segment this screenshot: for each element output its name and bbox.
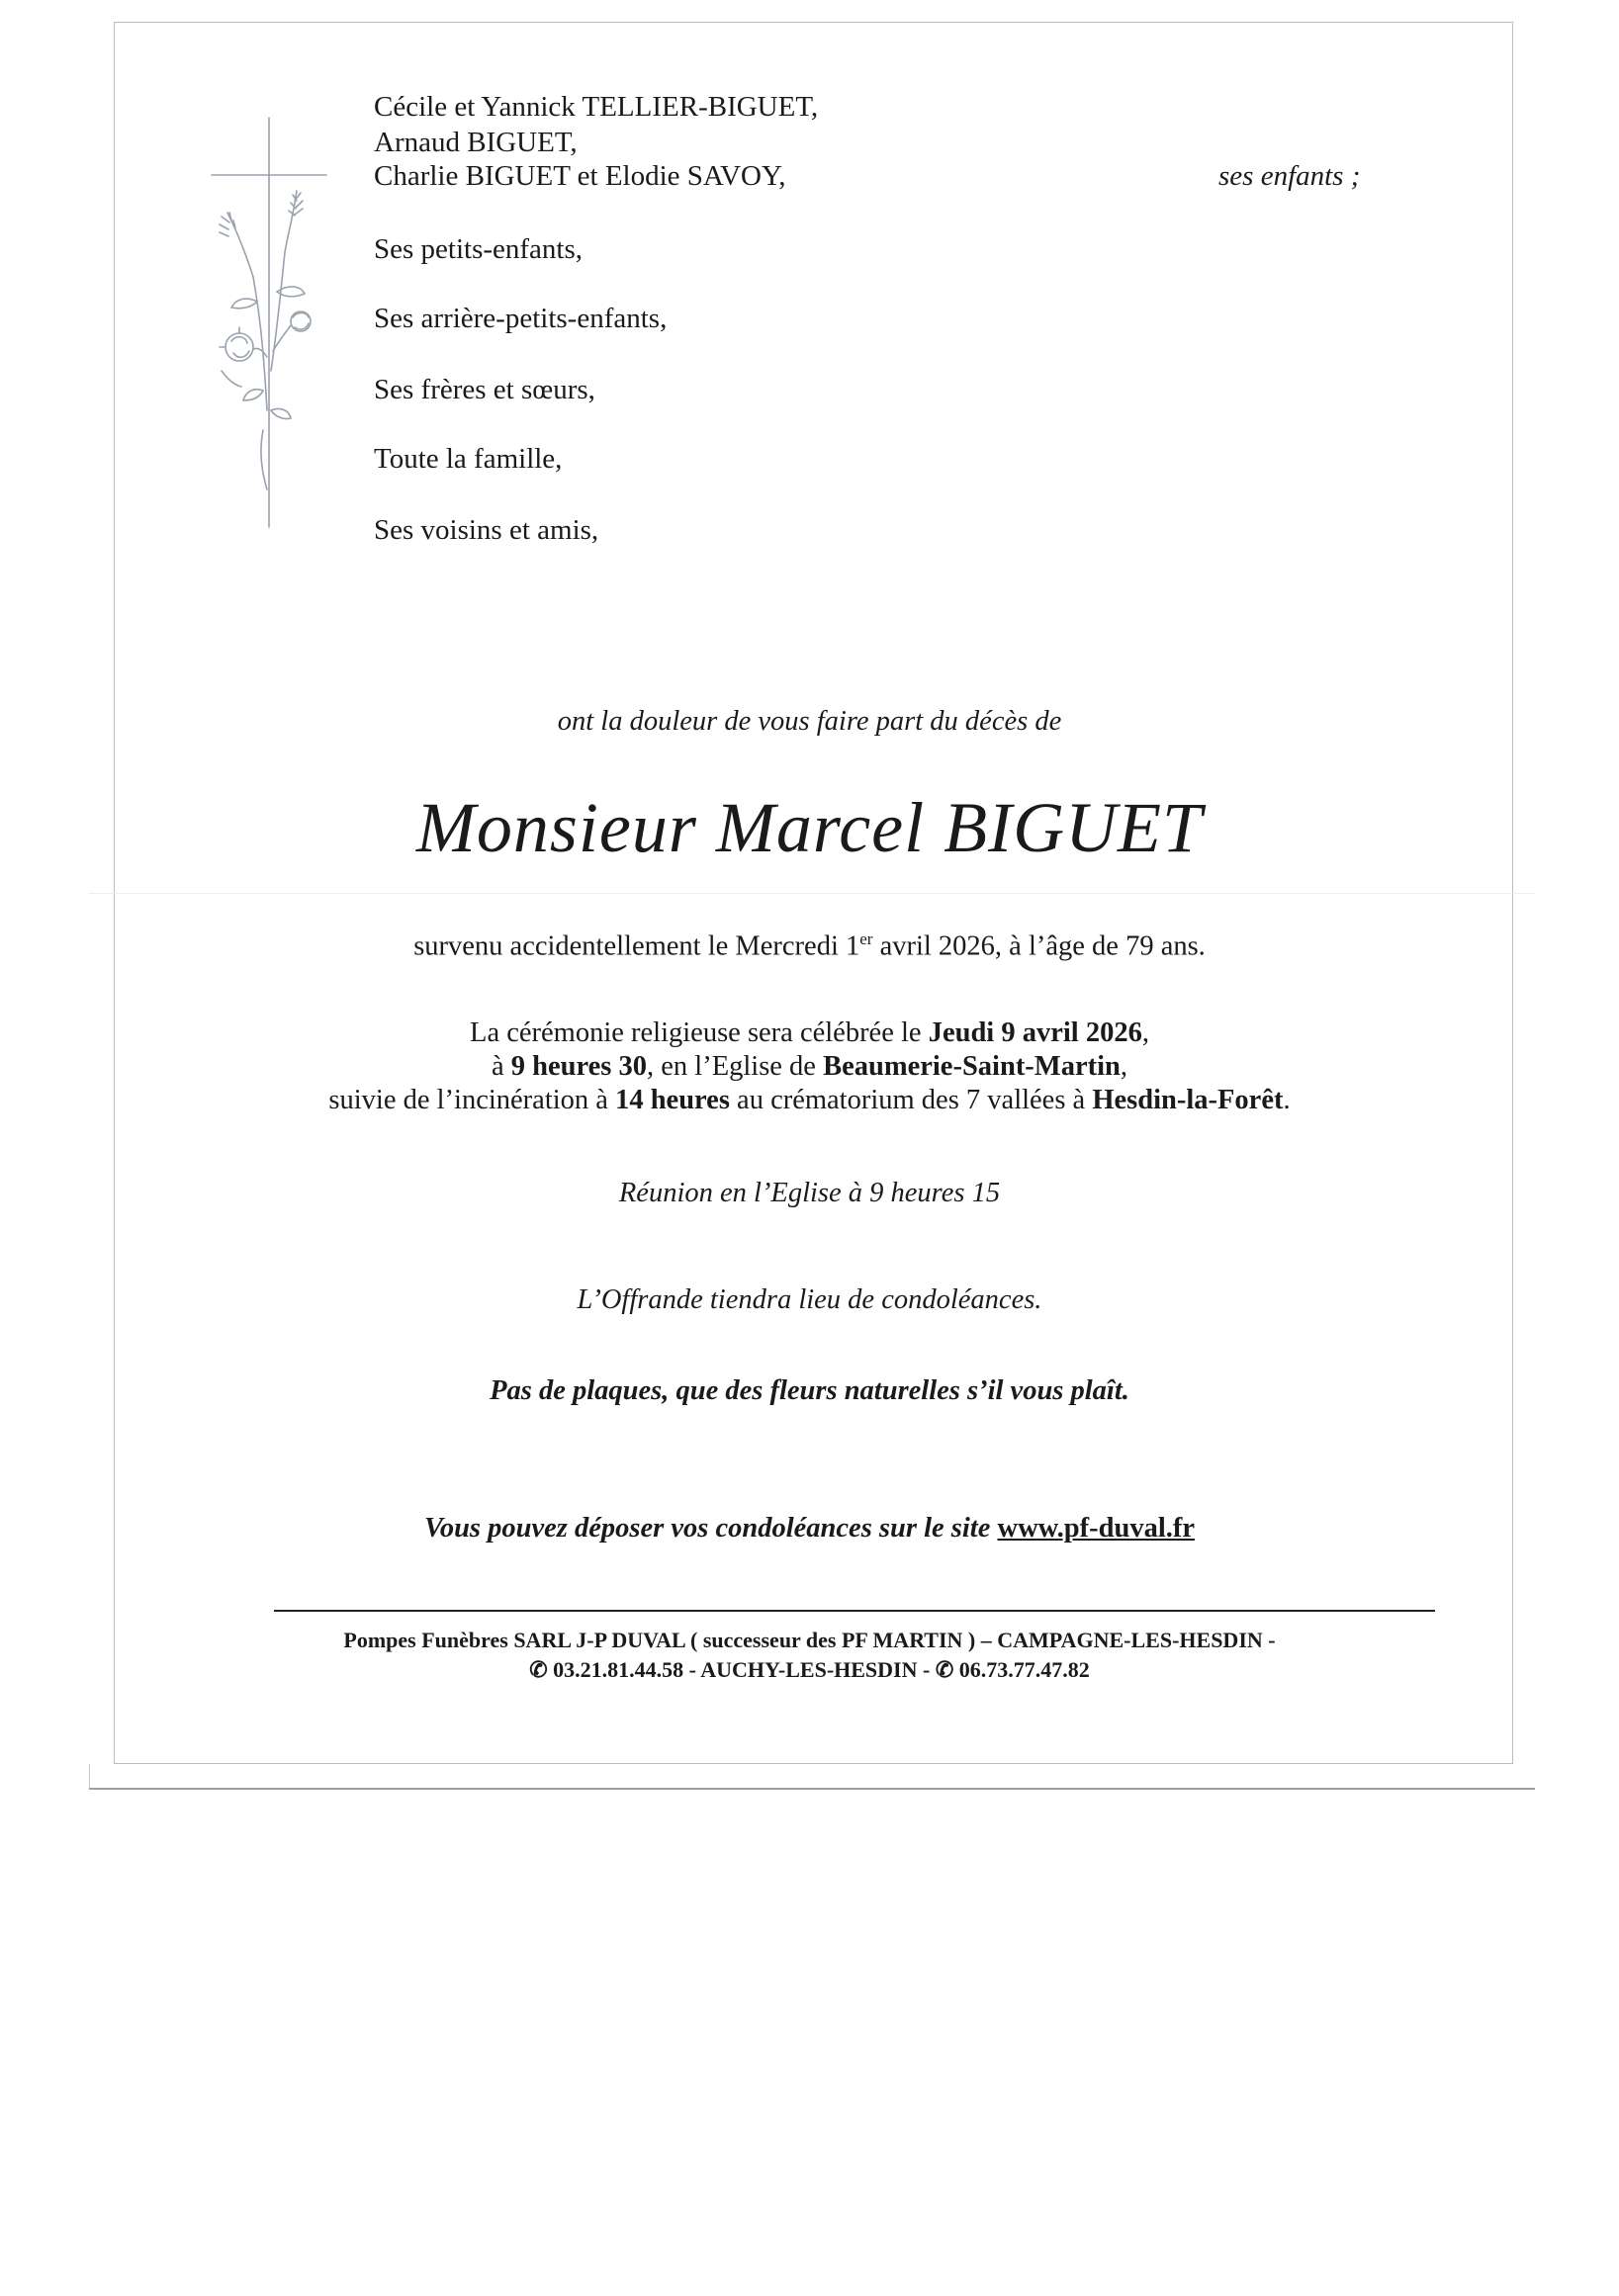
ceremony-line-1 <box>0 1016 1619 1049</box>
phone-icon: ✆ <box>529 1657 548 1682</box>
family-line-1: Cécile et Yannick TELLIER-BIGUET, <box>374 91 819 123</box>
neighbours-line: Ses voisins et amis, <box>374 514 599 546</box>
footer-line-1: Pompes Funèbres SARL J-P DUVAL ( successeur des PF MARTIN ) – CAMPAGNE-LES-HESDIN - <box>343 1628 1276 1652</box>
ceremony-date: Jeudi 9 avril 2026 <box>928 1017 1142 1048</box>
family-line: Toute la famille, <box>374 443 563 475</box>
family-line-2: Arnaud BIGUET, <box>374 127 578 158</box>
page-edge <box>89 1764 90 1788</box>
ceremony-punct: . <box>1283 1085 1291 1115</box>
condolences-text: Vous pouvez déposer vos condoléances sur le site <box>423 1513 998 1544</box>
ceremony-punct: , <box>1141 1017 1149 1048</box>
ceremony-punct: , <box>1120 1051 1127 1082</box>
ceremony-line-2 <box>0 1050 1619 1083</box>
ceremony-text: au crématorium des 7 vallées à <box>729 1085 1093 1115</box>
children-label: ses enfants ; <box>1218 160 1361 192</box>
ceremony-church: Beaumerie-Saint-Martin <box>823 1051 1121 1082</box>
grandchildren-line: Ses petits-enfants, <box>374 233 584 265</box>
offering-note: L’Offrande tiendra lieu de condoléances. <box>577 1284 1042 1315</box>
ceremony-text: suivie de l’incinération à <box>328 1085 616 1115</box>
ceremony-line-3 <box>0 1084 1619 1116</box>
footer-line-2 <box>0 1655 1619 1685</box>
announcement-intro: ont la douleur de vous faire part du décès de <box>557 706 1062 737</box>
ceremony-time: 9 heures 30 <box>510 1051 648 1082</box>
website-link[interactable]: www.pf-duval.fr <box>997 1513 1195 1544</box>
page-bottom-edge <box>89 1788 1535 1790</box>
death-suffix: avril 2026, à l’âge de 79 ans. <box>872 930 1206 962</box>
footer-phone-2: 06.73.77.47.82 <box>953 1657 1090 1682</box>
cross-with-flowers-icon <box>198 114 346 529</box>
ceremony-text: , en l’Eglise de <box>647 1051 824 1082</box>
condolences-line <box>0 1512 1619 1545</box>
siblings-line: Ses frères et sœurs, <box>374 374 595 405</box>
meeting-note: Réunion en l’Eglise à 9 heures 15 <box>618 1178 1001 1208</box>
crematorium-town: Hesdin-la-Forêt <box>1092 1085 1284 1115</box>
death-prefix: survenu accidentellement le Mercredi 1 <box>413 930 860 962</box>
cremation-time: 14 heures <box>615 1085 730 1115</box>
ceremony-text: à <box>492 1051 511 1082</box>
great-grandchildren-line: Ses arrière-petits-enfants, <box>374 303 668 334</box>
deceased-name: Monsieur Marcel BIGUET <box>415 788 1204 867</box>
death-details <box>0 923 1619 963</box>
phone-icon: ✆ <box>935 1657 954 1682</box>
footer-divider <box>274 1610 1435 1612</box>
family-line-3: Charlie BIGUET et Elodie SAVOY, <box>374 160 786 192</box>
ceremony-text: La cérémonie religieuse sera célébrée le <box>470 1017 929 1048</box>
death-sup: er <box>859 929 873 948</box>
flowers-note: Pas de plaques, que des fleurs naturelles s’il vous plaît. <box>490 1375 1129 1406</box>
footer-phone-1: 03.21.81.44.58 - AUCHY-LES-HESDIN - <box>547 1657 936 1682</box>
fold-line <box>89 893 1535 894</box>
